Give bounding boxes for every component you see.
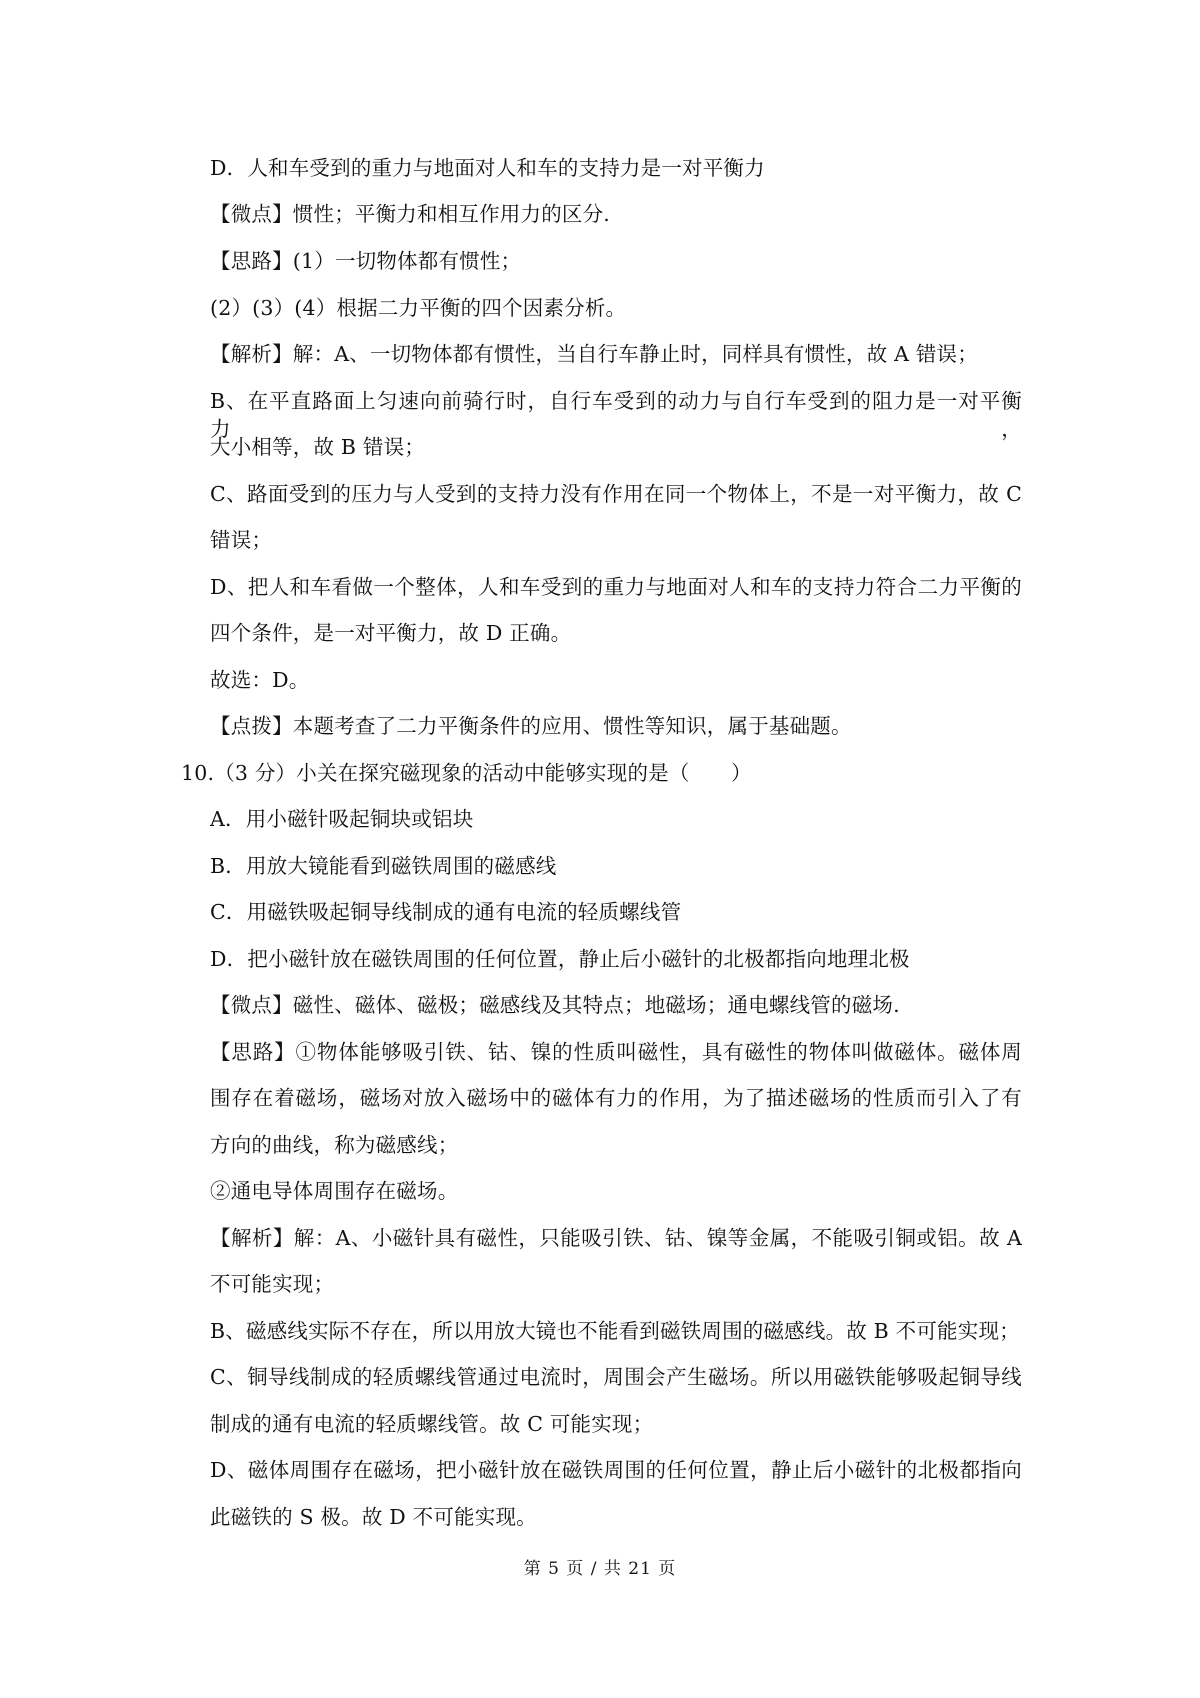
analysis-q10-b: B、磁感线实际不存在，所以用放大镜也不能看到磁铁周围的磁感线。故 B 不可能实现； [210, 1319, 1020, 1343]
analysis-q9-b-line2: 大小相等，故 B 错误； [210, 435, 425, 459]
comment-q9: 【点拨】本题考查了二力平衡条件的应用、惯性等知识，属于基础题。 [210, 714, 852, 738]
analysis-q10-a-line2: 不可能实现； [210, 1272, 335, 1296]
page-footer: 第 5 页 / 共 21 页 [523, 1559, 677, 1579]
analysis-q10-a-line1: 【解析】解：A、小磁针具有磁性，只能吸引铁、钴、镍等金属，不能吸引铜或铝。故 A [210, 1226, 1022, 1250]
key-point-q9: 【微点】惯性；平衡力和相互作用力的区分. [210, 202, 611, 226]
option-b-q10: B．用放大镜能看到磁铁周围的磁感线 [210, 854, 557, 878]
approach-q10-line3: 方向的曲线，称为磁感线； [210, 1133, 459, 1157]
analysis-q10-c-line2: 制成的通有电流的轻质螺线管。故 C 可能实现； [210, 1412, 654, 1436]
option-d-q9: D．人和车受到的重力与地面对人和车的支持力是一对平衡力 [210, 156, 765, 180]
analysis-q9-d-line1: D、把人和车看做一个整体，人和车受到的重力与地面对人和车的支持力符合二力平衡的 [210, 575, 1022, 599]
analysis-q9-a: 【解析】解：A、一切物体都有惯性，当自行车静止时，同样具有惯性，故 A 错误； [210, 342, 978, 366]
analysis-q10-d-line2: 此磁铁的 S 极。故 D 不可能实现。 [210, 1505, 537, 1529]
option-a-q10: A．用小磁针吸起铜块或铝块 [210, 807, 474, 831]
analysis-q9-b-line1: B、在平直路面上匀速向前骑行时，自行车受到的动力与自行车受到的阻力是一对平衡力， [210, 389, 1022, 441]
analysis-q9-c-line1: C、路面受到的压力与人受到的支持力没有作用在同一个物体上，不是一对平衡力，故 C [210, 482, 1022, 506]
analysis-q10-c-line1: C、铜导线制成的轻质螺线管通过电流时，周围会产生磁场。所以用磁铁能够吸起铜导线 [210, 1365, 1022, 1389]
approach-q9-line1: 【思路】(1）一切物体都有惯性； [210, 249, 522, 273]
approach-q10-line4: ②通电导体周围存在磁场。 [210, 1179, 459, 1203]
question-10-stem: 10.（3 分）小关在探究磁现象的活动中能够实现的是（ ） [181, 761, 752, 785]
option-c-q10: C．用磁铁吸起铜导线制成的通有电流的轻质螺线管 [210, 900, 682, 924]
approach-q10-line1: 【思路】①物体能够吸引铁、钴、镍的性质叫磁性，具有磁性的物体叫做磁体。磁体周 [210, 1040, 1022, 1064]
option-d-q10: D．把小磁针放在磁铁周围的任何位置，静止后小磁针的北极都指向地理北极 [210, 947, 910, 971]
key-point-q10: 【微点】磁性、磁体、磁极；磁感线及其特点；地磁场；通电螺线管的磁场. [210, 993, 900, 1017]
analysis-q10-d-line1: D、磁体周围存在磁场，把小磁针放在磁铁周围的任何位置，静止后小磁针的北极都指向 [210, 1458, 1022, 1482]
approach-q9-line2: (2）(3）(4）根据二力平衡的四个因素分析。 [210, 296, 627, 320]
analysis-q9-d-line2: 四个条件，是一对平衡力，故 D 正确。 [210, 621, 572, 645]
answer-q9: 故选：D。 [210, 668, 310, 692]
approach-q10-line2: 围存在着磁场，磁场对放入磁场中的磁体有力的作用，为了描述磁场的性质而引入了有 [210, 1086, 1022, 1110]
analysis-q9-c-line2: 错误； [210, 528, 273, 552]
